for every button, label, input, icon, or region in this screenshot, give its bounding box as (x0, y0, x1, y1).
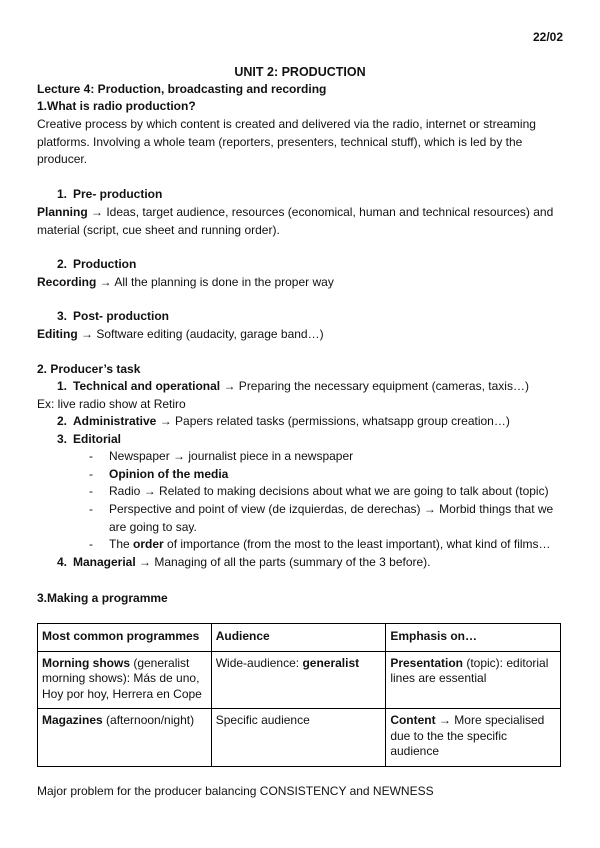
cell-text: (generalist morning shows): Más de uno, Hoy por hoy, Herrera en Cope (42, 655, 202, 701)
date-label: 22/02 (532, 30, 563, 44)
editorial-bullet-perspective: Perspective and point of view (de izquierdas, de derechas) → Morbid things that we are going to say. (109, 502, 554, 534)
editorial-bullet-opinion: Opinion of the media (109, 467, 229, 481)
programmes-table (37, 623, 561, 767)
stage-term: Recording (37, 275, 97, 289)
cell-bold-text: Presentation (390, 655, 463, 670)
bullet-text-pre: The (109, 537, 134, 551)
stage-description-recording (37, 274, 572, 292)
cell-bold-text: Magazines (42, 713, 103, 727)
task-desc: → Managing of all the parts (summary of the 3 before). (135, 555, 431, 569)
task-number: 1. (57, 379, 68, 393)
section-heading-making-programme: 3.Making a programme (37, 591, 168, 605)
stage-number: 1. (57, 187, 68, 201)
unit-title: UNIT 2: PRODUCTION (234, 65, 366, 79)
task-item-managerial (57, 554, 431, 572)
stage-term: Editing (37, 327, 78, 341)
stage-title: Production (73, 257, 137, 271)
task-title: Editorial (73, 432, 122, 446)
lecture-title: Lecture 4: Production, broadcasting and recording (37, 82, 327, 96)
task-title: Managerial (73, 555, 136, 569)
cell-bold-text: generalist (302, 655, 360, 670)
task-title: Technical and operational (73, 379, 221, 393)
section-heading-producer-task: 2. Producer’s task (37, 362, 141, 376)
stage-title: Post- production (73, 309, 169, 323)
footer-note: Major problem for the producer balancing CONSISTENCY and NEWNESS (37, 784, 434, 798)
bullet-text-bold: order (133, 537, 164, 551)
stage-desc: → Software editing (audacity, garage band…) (77, 327, 324, 341)
task-item-technical (57, 378, 529, 396)
stage-heading-post-production (57, 308, 169, 326)
task-desc: → Papers related tasks (permissions, whatsapp group creation…) (156, 414, 510, 428)
editorial-bullet-radio: Radio → Related to making decisions about what we are going to talk about (topic) (109, 484, 549, 498)
editorial-bullet-order (109, 536, 564, 554)
cell-text: → More specialised due to the the specific audience (390, 713, 545, 758)
task-desc: → Preparing the necessary equipment (cameras, taxis…) (220, 379, 529, 393)
task-title: Administrative (73, 414, 157, 428)
table-cell (386, 651, 561, 709)
table-header-cell: Audience (211, 624, 386, 652)
task-number: 3. (57, 432, 68, 446)
task-number: 2. (57, 414, 68, 428)
example-text: Ex: live radio show at Retiro (37, 397, 186, 411)
table-header-cell: Emphasis on… (386, 624, 561, 652)
stage-description-editing (37, 326, 572, 344)
table-header-row (38, 624, 561, 652)
stage-desc: → Ideas, target audience, resources (economical, human and technical resources) and material (script, cue sheet and running order). (37, 205, 554, 237)
stage-term: Planning (37, 205, 88, 219)
task-item-editorial (57, 431, 121, 449)
bullet-dash: - (89, 449, 93, 463)
bullet-dash: - (89, 537, 93, 551)
stage-description-planning (37, 204, 572, 239)
table-cell (211, 651, 386, 709)
radio-production-definition: Creative process by which content is created and delivered via the radio, internet or streaming platforms. Involving a whole team (reporters, presenters, technical stuff), which is led by the producer. (37, 117, 536, 166)
bullet-dash: - (89, 502, 93, 516)
section-heading-radio-production: 1.What is radio production? (37, 99, 196, 113)
stage-desc: → All the planning is done in the proper way (96, 275, 334, 289)
cell-text: Wide-audience: (215, 655, 303, 670)
table-cell (38, 709, 212, 767)
cell-bold-text: Morning shows (42, 655, 130, 670)
cell-text: (afternoon/night) (102, 713, 195, 727)
stage-heading-production (57, 256, 136, 274)
task-number: 4. (57, 555, 68, 569)
cell-text: (topic): editorial lines are essential (390, 655, 549, 685)
bullet-dash: - (89, 484, 93, 498)
editorial-bullet-newspaper: Newspaper → journalist piece in a newspaper (109, 449, 354, 463)
table-row (38, 709, 561, 767)
stage-number: 3. (57, 309, 68, 323)
table-cell (211, 709, 386, 767)
table-cell (386, 709, 561, 767)
table-cell (38, 651, 212, 709)
stage-title: Pre- production (73, 187, 163, 201)
stage-heading-pre-production (57, 186, 162, 204)
cell-text: Specific audience (215, 713, 310, 727)
cell-bold-text: Content (390, 713, 436, 727)
table-row (38, 651, 561, 709)
stage-number: 2. (57, 257, 68, 271)
table-header-cell: Most common programmes (38, 624, 212, 652)
bullet-dash: - (89, 467, 93, 481)
bullet-text-post: of importance (from the most to the least important), what kind of films… (163, 537, 551, 551)
task-item-administrative (57, 413, 510, 431)
